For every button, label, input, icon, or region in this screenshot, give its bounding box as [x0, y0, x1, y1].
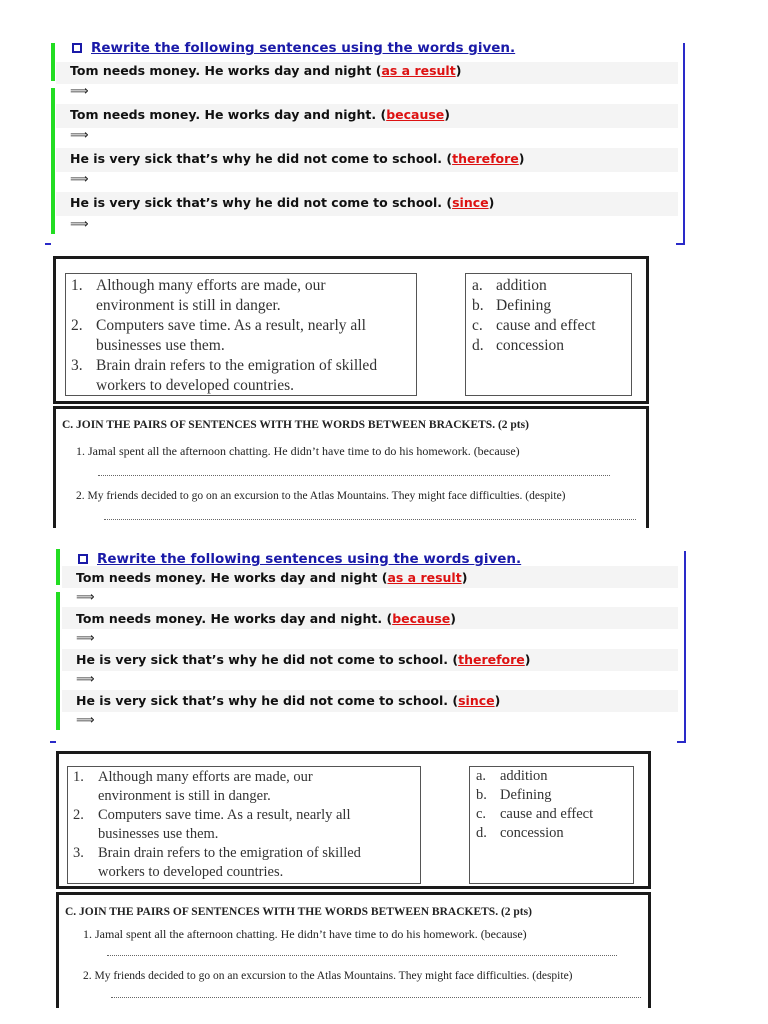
green-margin-bar	[51, 43, 55, 81]
join-question: 1. Jamal spent all the afternoon chatting. He didn’t have time to do his homework. (because)	[76, 444, 520, 458]
item-number: 1.	[71, 277, 83, 294]
matching-item: Brain drain refers to the emigration of skilled workers to developed countries.	[98, 845, 361, 880]
matching-options-panel: a. addition b. Defining c. cause and effect d. concession	[465, 273, 632, 396]
matching-options-panel: a. addition b. Defining c. cause and effect d. concession	[469, 766, 634, 884]
keyword: as a result	[387, 570, 462, 585]
keyword: because	[386, 107, 445, 122]
option-label: addition	[496, 277, 547, 294]
matching-box	[56, 751, 651, 889]
answer-arrow-icon: ⟹	[76, 631, 95, 646]
rewrite-sentence: He is very sick that’s why he did not come to school. (since)	[70, 195, 495, 210]
option-label: concession	[496, 337, 565, 354]
item-number: 2.	[73, 807, 84, 823]
rewrite-sentence: Tom needs money. He works day and night. (because)	[70, 107, 450, 122]
rewrite-title: Rewrite the following sentences using the words given.	[72, 40, 515, 56]
join-title: C. JOIN THE PAIRS OF SENTENCES WITH THE WORDS BETWEEN BRACKETS. (2 pts)	[62, 419, 529, 431]
bracket-left-foot	[45, 243, 51, 245]
option-label: addition	[500, 768, 548, 784]
bracket-right-foot	[676, 243, 684, 245]
blue-margin-bar	[683, 43, 685, 245]
item-number: 2.	[71, 317, 83, 334]
blue-margin-bar	[684, 551, 686, 743]
option-label: cause and effect	[496, 317, 596, 334]
bracket-right-foot	[677, 741, 685, 743]
join-title: C. JOIN THE PAIRS OF SENTENCES WITH THE WORDS BETWEEN BRACKETS. (2 pts)	[65, 906, 532, 918]
matching-box	[53, 256, 649, 404]
answer-arrow-icon: ⟹	[70, 217, 89, 232]
matching-item: Although many efforts are made, our environment is still in danger.	[98, 769, 313, 804]
rewrite-sentence: He is very sick that’s why he did not come to school. (since)	[76, 693, 501, 708]
matching-item: Computers save time. As a result, nearly all businesses use them.	[98, 807, 351, 842]
rewrite-sentence: He is very sick that’s why he did not come to school. (therefore)	[76, 652, 531, 667]
green-margin-bar	[51, 88, 55, 234]
answer-line[interactable]	[104, 519, 636, 520]
keyword: because	[392, 611, 451, 626]
item-number: 1.	[73, 769, 84, 785]
matching-item: Brain drain refers to the emigration of skilled workers to developed countries.	[96, 357, 378, 394]
keyword: therefore	[452, 151, 519, 166]
answer-line[interactable]	[98, 475, 610, 476]
bracket-left-foot	[50, 741, 56, 743]
matching-item: Although many efforts are made, our environment is still in danger.	[96, 277, 326, 314]
keyword: therefore	[458, 652, 525, 667]
green-margin-bar	[56, 549, 60, 585]
option-label: cause and effect	[500, 806, 594, 822]
answer-arrow-icon: ⟹	[70, 172, 89, 187]
answer-arrow-icon: ⟹	[70, 84, 89, 99]
rewrite-sentence: Tom needs money. He works day and night (as a result)	[76, 570, 468, 585]
matching-sentences-panel	[65, 273, 417, 396]
option-label: concession	[500, 825, 564, 841]
join-box	[53, 406, 649, 528]
answer-line[interactable]	[111, 997, 641, 998]
item-number: 3.	[73, 845, 84, 861]
keyword: since	[452, 195, 489, 210]
matching-sentences-panel	[67, 766, 421, 884]
option-label: Defining	[500, 787, 552, 803]
rewrite-sentence: He is very sick that’s why he did not come to school. (therefore)	[70, 151, 525, 166]
join-question: 2. My friends decided to go on an excursion to the Atlas Mountains. They might face difficulties. (despite)	[76, 490, 566, 502]
matching-item: Computers save time. As a result, nearly all businesses use them.	[96, 317, 366, 354]
answer-line[interactable]	[107, 955, 617, 956]
join-box	[56, 892, 651, 1008]
checkbox-icon	[78, 554, 88, 564]
join-question: 1. Jamal spent all the afternoon chatting. He didn’t have time to do his homework. (because)	[83, 927, 527, 941]
keyword: as a result	[381, 63, 456, 78]
answer-arrow-icon: ⟹	[70, 128, 89, 143]
rewrite-title: Rewrite the following sentences using the words given.	[78, 551, 521, 567]
join-question: 2. My friends decided to go on an excursion to the Atlas Mountains. They might face difficulties. (despite)	[83, 970, 573, 982]
keyword: since	[458, 693, 495, 708]
rewrite-sentence: Tom needs money. He works day and night (as a result)	[70, 63, 462, 78]
answer-arrow-icon: ⟹	[76, 672, 95, 687]
rewrite-sentence: Tom needs money. He works day and night. (because)	[76, 611, 456, 626]
checkbox-icon	[72, 43, 82, 53]
option-label: Defining	[496, 297, 552, 314]
answer-arrow-icon: ⟹	[76, 590, 95, 605]
green-margin-bar	[56, 592, 60, 730]
item-number: 3.	[71, 357, 83, 374]
answer-arrow-icon: ⟹	[76, 713, 95, 728]
